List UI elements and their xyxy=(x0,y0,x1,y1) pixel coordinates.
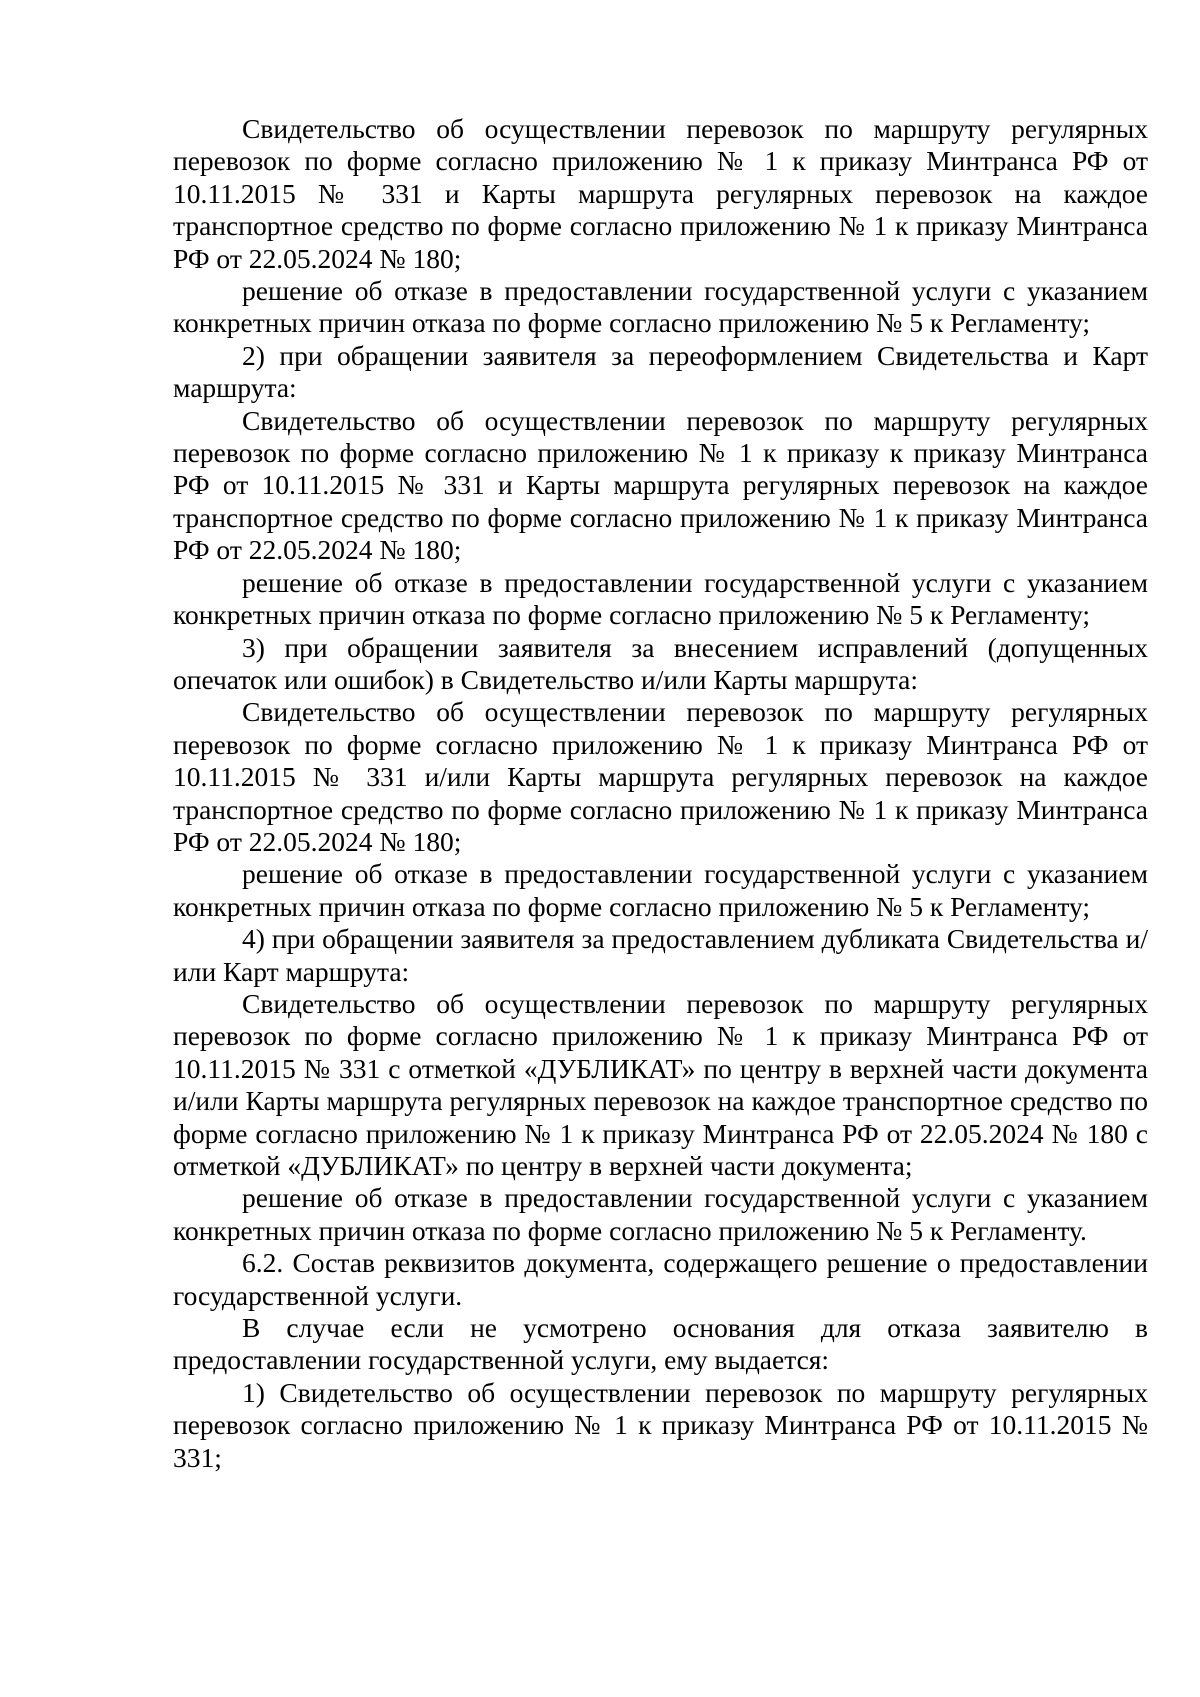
paragraph-item-2-reissue: 2) при обращении заявителя за переоформлением Свидетельства и Карт маршрута: xyxy=(173,339,1148,404)
paragraph-certificate-1: Свидетельство об осуществлении перевозок по маршруту регулярных перевозок по форме согласно приложению № 1 к приказу Минтранса РФ от 10.11.2015 № 331 и Карты маршрута регулярных перевозок на каждое транспортное средство по форме согласно приложению № 1 к приказу Минтранса РФ от 22.05.2024 № 180; xyxy=(173,113,1148,274)
paragraph-certificate-4: Свидетельство об осуществлении перевозок по маршруту регулярных перевозок по форме согласно приложению № 1 к приказу Минтранса РФ от 10.11.2015 № 331 с отметкой «ДУБЛИКАТ» по центру в верхней части документа и/или Карты маршрута регулярных перевозок на каждое транспортное средство по форме согласно приложению № 1 к приказу Минтранса РФ от 22.05.2024 № 180 с отметкой «ДУБЛИКАТ» по центру в верхней части документа; xyxy=(173,987,1148,1181)
paragraph-certificate-2: Свидетельство об осуществлении перевозок по маршруту регулярных перевозок по форме согласно приложению № 1 к приказу к приказу Минтранса РФ от 10.11.2015 № 331 и Карты маршрута регулярных перевозок на каждое транспортное средство по форме согласно приложению № 1 к приказу Минтранса РФ от 22.05.2024 № 180; xyxy=(173,404,1148,566)
paragraph-refusal-2: решение об отказе в предоставлении государственной услуги с указанием конкретных причин отказа по форме согласно приложению № 5 к Регламенту; xyxy=(173,566,1148,631)
paragraph-refusal-1: решение об отказе в предоставлении государственной услуги с указанием конкретных причин отказа по форме согласно приложению № 5 к Регламенту; xyxy=(173,275,1148,339)
paragraph-issued-item-1: 1) Свидетельство об осуществлении перевозок по маршруту регулярных перевозок согласно приложению № 1 к приказу Минтранса РФ от 10.11.2015 № 331; xyxy=(173,1376,1148,1473)
paragraph-section-6-2: 6.2. Состав реквизитов документа, содержащего решение о предоставлении государственной услуги. xyxy=(173,1247,1148,1311)
document-body xyxy=(173,113,1148,1474)
paragraph-item-4-duplicate: 4) при обращении заявителя за предоставлением дубликата Свидетельства и/или Карт маршрута: xyxy=(173,923,1148,987)
paragraph-no-refusal-case: В случае если не усмотрено основания для отказа заявителю в предоставлении государственной услуги, ему выдается: xyxy=(173,1312,1148,1376)
paragraph-item-3-corrections: 3) при обращении заявителя за внесением исправлений (допущенных опечаток или ошибок) в Свидетельство и/или Карты маршрута: xyxy=(173,631,1148,695)
paragraph-refusal-4: решение об отказе в предоставлении государственной услуги с указанием конкретных причин отказа по форме согласно приложению № 5 к Регламенту. xyxy=(173,1182,1148,1246)
paragraph-certificate-3: Свидетельство об осуществлении перевозок по маршруту регулярных перевозок по форме согласно приложению № 1 к приказу Минтранса РФ от 10.11.2015 № 331 и/или Карты маршрута регулярных перевозок на каждое транспортное средство по форме согласно приложению № 1 к приказу Минтранса РФ от 22.05.2024 № 180; xyxy=(173,696,1148,857)
paragraph-refusal-3: решение об отказе в предоставлении государственной услуги с указанием конкретных причин отказа по форме согласно приложению № 5 к Регламенту; xyxy=(173,858,1148,922)
